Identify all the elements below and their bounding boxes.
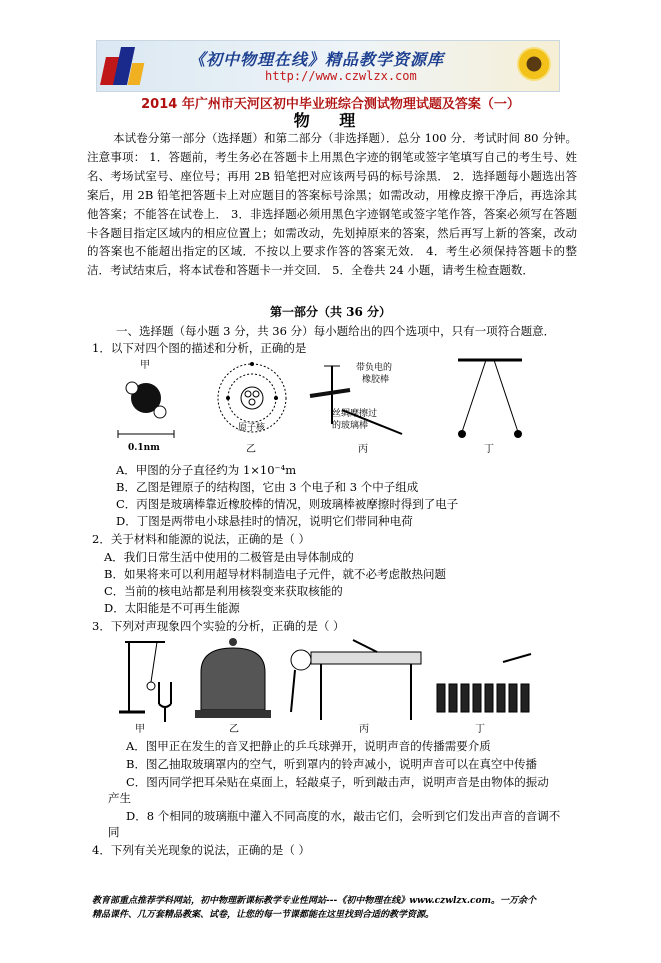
site-logo [103, 47, 143, 85]
sunflower-image [517, 47, 551, 81]
q2-option-b: B．如果将来可以利用超导材料制造电子元件，就不必考虑散热问题 [104, 567, 446, 581]
q1-fig-balls [458, 360, 522, 455]
q1-nucleus-label: 原子核 [238, 423, 266, 433]
q1-label-ding: 丁 [484, 444, 494, 455]
subject-heading: 物 理 [293, 111, 368, 130]
q1-label-yi: 乙 [246, 444, 256, 455]
footer-line-2: 精品课件、几万套精品教案、试卷，让您的每一节课都能在这里找到合适的教学资源。 [92, 910, 435, 920]
q3-option-d-cont: 同 [108, 825, 120, 839]
banner-url[interactable]: http://www.czwlzx.com [265, 69, 417, 83]
q3-label-yi: 乙 [229, 724, 239, 734]
q1-option-c: C．丙图是玻璃棒靠近橡胶棒的情况，则玻璃棒被摩擦时得到了电子 [116, 497, 459, 511]
part1-heading: 第一部分（共 36 分） [269, 305, 392, 319]
q3-option-b: B．图乙抽取玻璃罩内的空气，听到罩内的铃声减小，说明声音可以在真空中传播 [126, 757, 537, 771]
q1-fig-rods [310, 361, 402, 455]
q3-label-jia: 甲 [135, 724, 145, 734]
q1-fig-molecule [118, 359, 174, 453]
section-intro: 一、选择题（每小题 3 分，共 36 分）每小题给出的四个选项中，只有一项符合题意． [116, 324, 556, 338]
q2-option-d: D．太阳能是不可再生能源 [104, 601, 240, 615]
q3-option-a: A．图甲正在发生的音叉把静止的乒乓球弹开，说明声音的传播需要介质 [126, 739, 491, 753]
q3-fig-bottles [437, 654, 531, 734]
q1-figures [110, 356, 550, 456]
document-title: 2014 年广州市天河区初中毕业班综合测试物理试题及答案（一） [141, 97, 520, 112]
q3-option-d: D．8 个相同的玻璃瓶中灌入不同高度的水，敲击它们，会听到它们发出声音的音调不 [126, 809, 561, 823]
q3-label-bing: 丙 [359, 724, 369, 734]
q1-scale-label: 0.1nm [128, 443, 160, 453]
page-footer [92, 894, 592, 922]
q3-fig-tuning-fork [119, 642, 171, 734]
q2-option-a: A．我们日常生活中使用的二极管是由导体制成的 [104, 550, 354, 564]
q1-rod-neg2: 橡胶棒 [362, 375, 390, 385]
q1-stem: 1．以下对四个图的描述和分析，正确的是 [92, 341, 307, 355]
banner-title: 《初中物理在线》精品教学资源库 [189, 50, 445, 69]
q3-label-ding: 丁 [475, 724, 485, 734]
q3-option-c-cont: 产生 [108, 791, 131, 805]
q1-option-d: D．丁图是两带电小球悬挂时的情况，说明它们带同种电荷 [116, 514, 413, 528]
q4-stem: 4．下列有关光现象的说法，正确的是（ ） [92, 843, 310, 857]
q1-fig-atom [218, 362, 286, 455]
q3-option-c: C．图丙同学把耳朵贴在桌面上，轻敲桌子，听到敲击声，说明声音是由物体的振动 [126, 775, 549, 789]
q2-option-c: C．当前的核电站都是利用核裂变来获取核能的 [104, 584, 343, 598]
q1-option-a: A．甲图的分子直径约为 1×10⁻⁴m [116, 463, 297, 477]
q2-stem: 2．关于材料和能源的说法，正确的是（ ） [92, 532, 310, 546]
exam-instructions: 本试卷分第一部分（选择题）和第二部分（非选择题）．总分 100 分．考试时间 80 分钟。注意事项： 1．答题前，考生务必在答题卡上用黑色字迹的钢笔或签字笔填写自己的考生号、姓名、考场试室号、座位号；再用 2B 铅笔把对应该两号码的标号涂黑． 2．选择题每小题选出答案后，用 2B 铅笔把答题卡上对应题目的答案标号涂黑；如需改动，用橡皮擦干净后，再选涂其他答案；不能答在试卷上． 3．非选择题必须用黑色字迹钢笔或签字笔作答，答案必须写在答题卡各题目指定区域内的相应位置上；如需改动，先划掉原来的答案，然后再写上新的答案，改动的答案也不能超出指定的区域．不按以上要求作答的答案无效． 4．考生必须保持答题卡的整洁．考试结束后，将本试卷和答题卡一并交回． 5．全卷共 24 小题，请考生检查题数． [87, 131, 577, 278]
q3-stem: 3．下列对声现象四个实验的分析，正确的是（ ） [92, 619, 345, 633]
q1-rod-neg: 带负电的 [356, 363, 393, 373]
q1-rod-silk2: 的玻璃棒 [332, 421, 369, 431]
q1-label-bing: 丙 [358, 444, 368, 455]
header-banner [96, 40, 560, 92]
q3-figures [115, 632, 535, 734]
q1-rod-silk: 丝绸摩擦过 [332, 409, 378, 419]
q3-fig-desk [291, 640, 421, 734]
footer-line-1: 教育部重点推荐学科网站，初中物理新课标教学专业性网站---《初中物理在线》www.czwlzx.com。一万余个 [92, 896, 537, 906]
q1-label-jia: 甲 [140, 360, 150, 371]
q1-option-b: B．乙图是锂原子的结构图，它由 3 个电子和 3 个中子组成 [116, 480, 419, 494]
q3-fig-bell-jar [195, 638, 271, 734]
